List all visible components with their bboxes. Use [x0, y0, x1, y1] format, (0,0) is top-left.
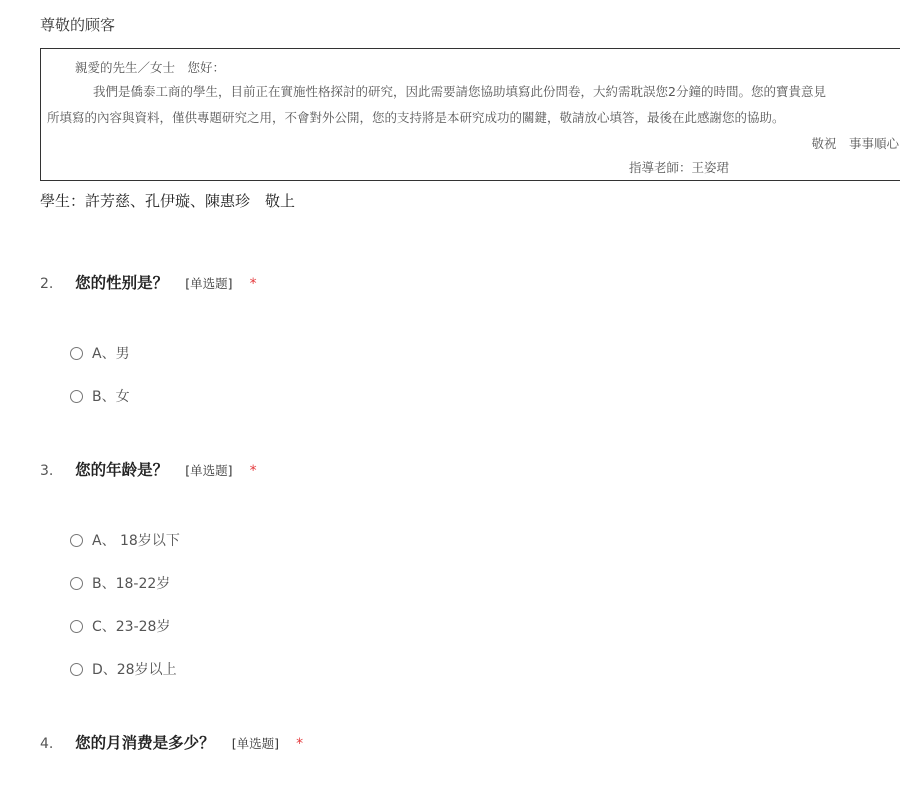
required-asterisk: * — [296, 736, 304, 752]
option-gender-female[interactable] — [70, 386, 130, 406]
question-age — [40, 458, 257, 480]
option-gender-male[interactable] — [70, 343, 130, 363]
option-age-23-28[interactable] — [70, 616, 170, 636]
radio-button[interactable] — [70, 347, 83, 360]
question-number: 3. — [40, 463, 54, 479]
option-label: A、 18岁以下 — [92, 533, 180, 549]
question-gender — [40, 271, 257, 293]
letter-salutation: 親愛的先生／女士 您好： — [75, 60, 226, 75]
required-asterisk: * — [249, 276, 257, 292]
letter-body-line-2: 所填寫的內容與資料，僅供專題研究之用，不會對外公開，您的支持將是本研究成功的關鍵，敬請放心填答，最後在此感謝您的協助。 — [47, 110, 785, 125]
question-type-tag: [单选题] — [231, 736, 279, 751]
question-title: 您的性别是？ — [75, 274, 169, 292]
option-label: B、女 — [92, 389, 130, 405]
question-title: 您的年龄是？ — [75, 461, 169, 479]
letter-advisor: 指導老師：王姿珺 — [629, 160, 730, 175]
question-title: 您的月消费是多少？ — [75, 734, 215, 752]
question-number: 2. — [40, 276, 54, 292]
students-signature: 學生：許芳慈、孔伊璇、陳惠珍 敬上 — [40, 192, 296, 210]
letter-body-line-1: 我們是僑泰工商的學生，目前正在實施性格探討的研究，因此需要請您協助填寫此份問卷，大約需耽誤您2分鐘的時間。您的寶貴意見 — [93, 84, 826, 99]
question-number: 4. — [40, 736, 54, 752]
option-label: C、23-28岁 — [92, 619, 171, 635]
option-label: B、18-22岁 — [92, 576, 171, 592]
option-label: A、男 — [92, 346, 130, 362]
radio-button[interactable] — [70, 577, 83, 590]
required-asterisk: * — [249, 463, 257, 479]
question-type-tag: [单选题] — [185, 463, 233, 478]
option-age-over-28[interactable] — [70, 659, 177, 679]
letter-closing: 敬祝 事事順心 — [811, 136, 899, 151]
radio-button[interactable] — [70, 390, 83, 403]
option-age-18-22[interactable] — [70, 573, 170, 593]
radio-button[interactable] — [70, 620, 83, 633]
greeting-heading: 尊敬的顾客 — [40, 16, 116, 34]
intro-letter-box — [40, 48, 900, 181]
question-monthly-spending — [40, 731, 303, 753]
option-age-under-18[interactable] — [70, 530, 180, 550]
option-label: D、28岁以上 — [92, 662, 177, 678]
radio-button[interactable] — [70, 663, 83, 676]
radio-button[interactable] — [70, 534, 83, 547]
question-type-tag: [单选题] — [185, 276, 233, 291]
